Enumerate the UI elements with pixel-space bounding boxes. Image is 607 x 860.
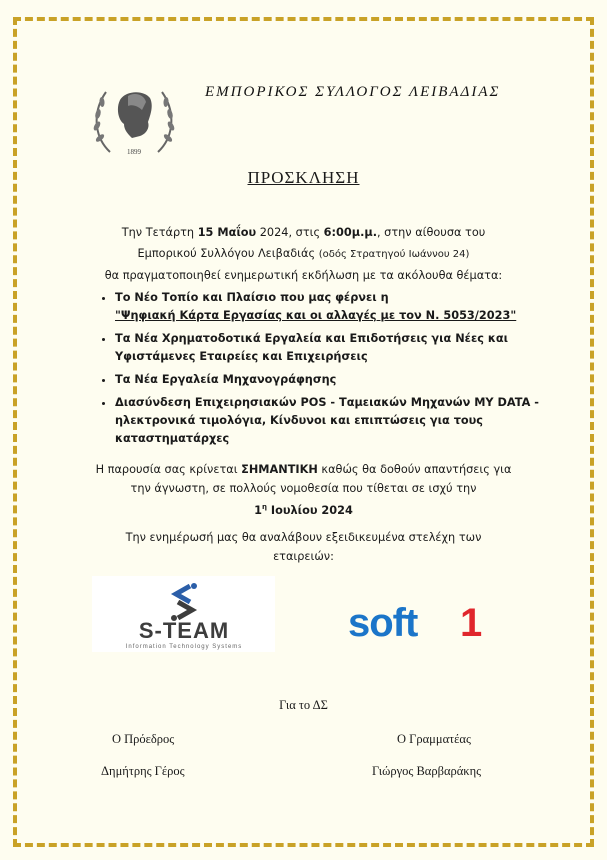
venue-address: (οδός Στρατηγού Ιωάννου 24): [318, 249, 470, 260]
list-item: • Τα Νέα Εργαλεία Μηχανογράφησης: [115, 371, 555, 389]
president-name: Δημήτρης Γέρος: [101, 764, 185, 778]
soft1-logo: [348, 581, 488, 646]
list-item: • Το Νέο Τοπίο και Πλαίσιο που μας φέρνει η "Ψηφιακή Κάρτα Εργασίας και οι αλλαγές με τον Ν. 5053/2023": [115, 289, 555, 325]
svg-text:1: 1: [460, 601, 483, 645]
organization-name: ΕΜΠΟΡΙΚΟΣ ΣΥΛΛΟΓΟΣ ΛΕΙΒΑΔΙΑΣ: [205, 84, 501, 100]
for-board-label: Για το ΔΣ: [279, 698, 328, 712]
association-seal-logo: [88, 82, 180, 160]
document-title: ΠΡΟΣΚΛΗΣΗ: [247, 168, 360, 187]
steam-logo: [92, 576, 275, 652]
svg-text:1899: 1899: [127, 148, 141, 156]
secretary-name: Γιώργος Βαρβαράκης: [372, 764, 482, 778]
list-item: • Διασύνδεση Επιχειρησιακών POS - Ταμειακών Μηχανών MY DATA - ηλεκτρονικά τιμολόγια, Κίνδυνοι και επιπτώσεις για τους καταστηματάρχες: [115, 394, 555, 448]
svg-text:Information Technology Systems: Information Technology Systems: [125, 644, 243, 650]
intro-paragraph: Την Τετάρτη 15 Μαΐου 2024, στις 6:00μ.μ., στην αίθουσα του Εμπορικού Συλλόγου Λειβαδιάς (οδός Στρατηγού Ιωάννου 24) θα πραγματοποιηθεί ενημερωτική εκδήλωση με τα ακόλουθα θέματα:: [104, 226, 503, 282]
secretary-title: Ο Γραμματέας: [397, 732, 471, 746]
speakers-paragraph: Την ενημέρωσή μας θα αναλάβουν εξειδικευμένα στελέχη των εταιρειών:: [125, 531, 482, 563]
svg-text:soft1: soft1: [348, 581, 388, 600]
president-title: Ο Πρόεδρος: [112, 732, 175, 746]
event-date: 15 Μαΐου: [197, 226, 257, 239]
importance-paragraph: Η παρουσία σας κρίνεται ΣΗΜΑΝΤΙΚΗ καθώς θα δοθούν απαντήσεις για την άγνωστη, σε πολλούς νομοθεσία που τίθεται σε ισχύ την $1^\eta$ Ιουλίου 2024: [95, 463, 512, 517]
svg-text:S-TEAM: S-TEAM: [138, 618, 230, 643]
topics-list: [95, 289, 555, 453]
list-item: • Τα Νέα Χρηματοδοτικά Εργαλεία και Επιδοτήσεις για Νέες και Υφιστάμενες Εταιρείες και Επιχειρήσεις: [115, 330, 555, 366]
svg-text:soft: soft: [348, 601, 418, 645]
event-time: 6:00μ.μ.: [323, 226, 377, 239]
